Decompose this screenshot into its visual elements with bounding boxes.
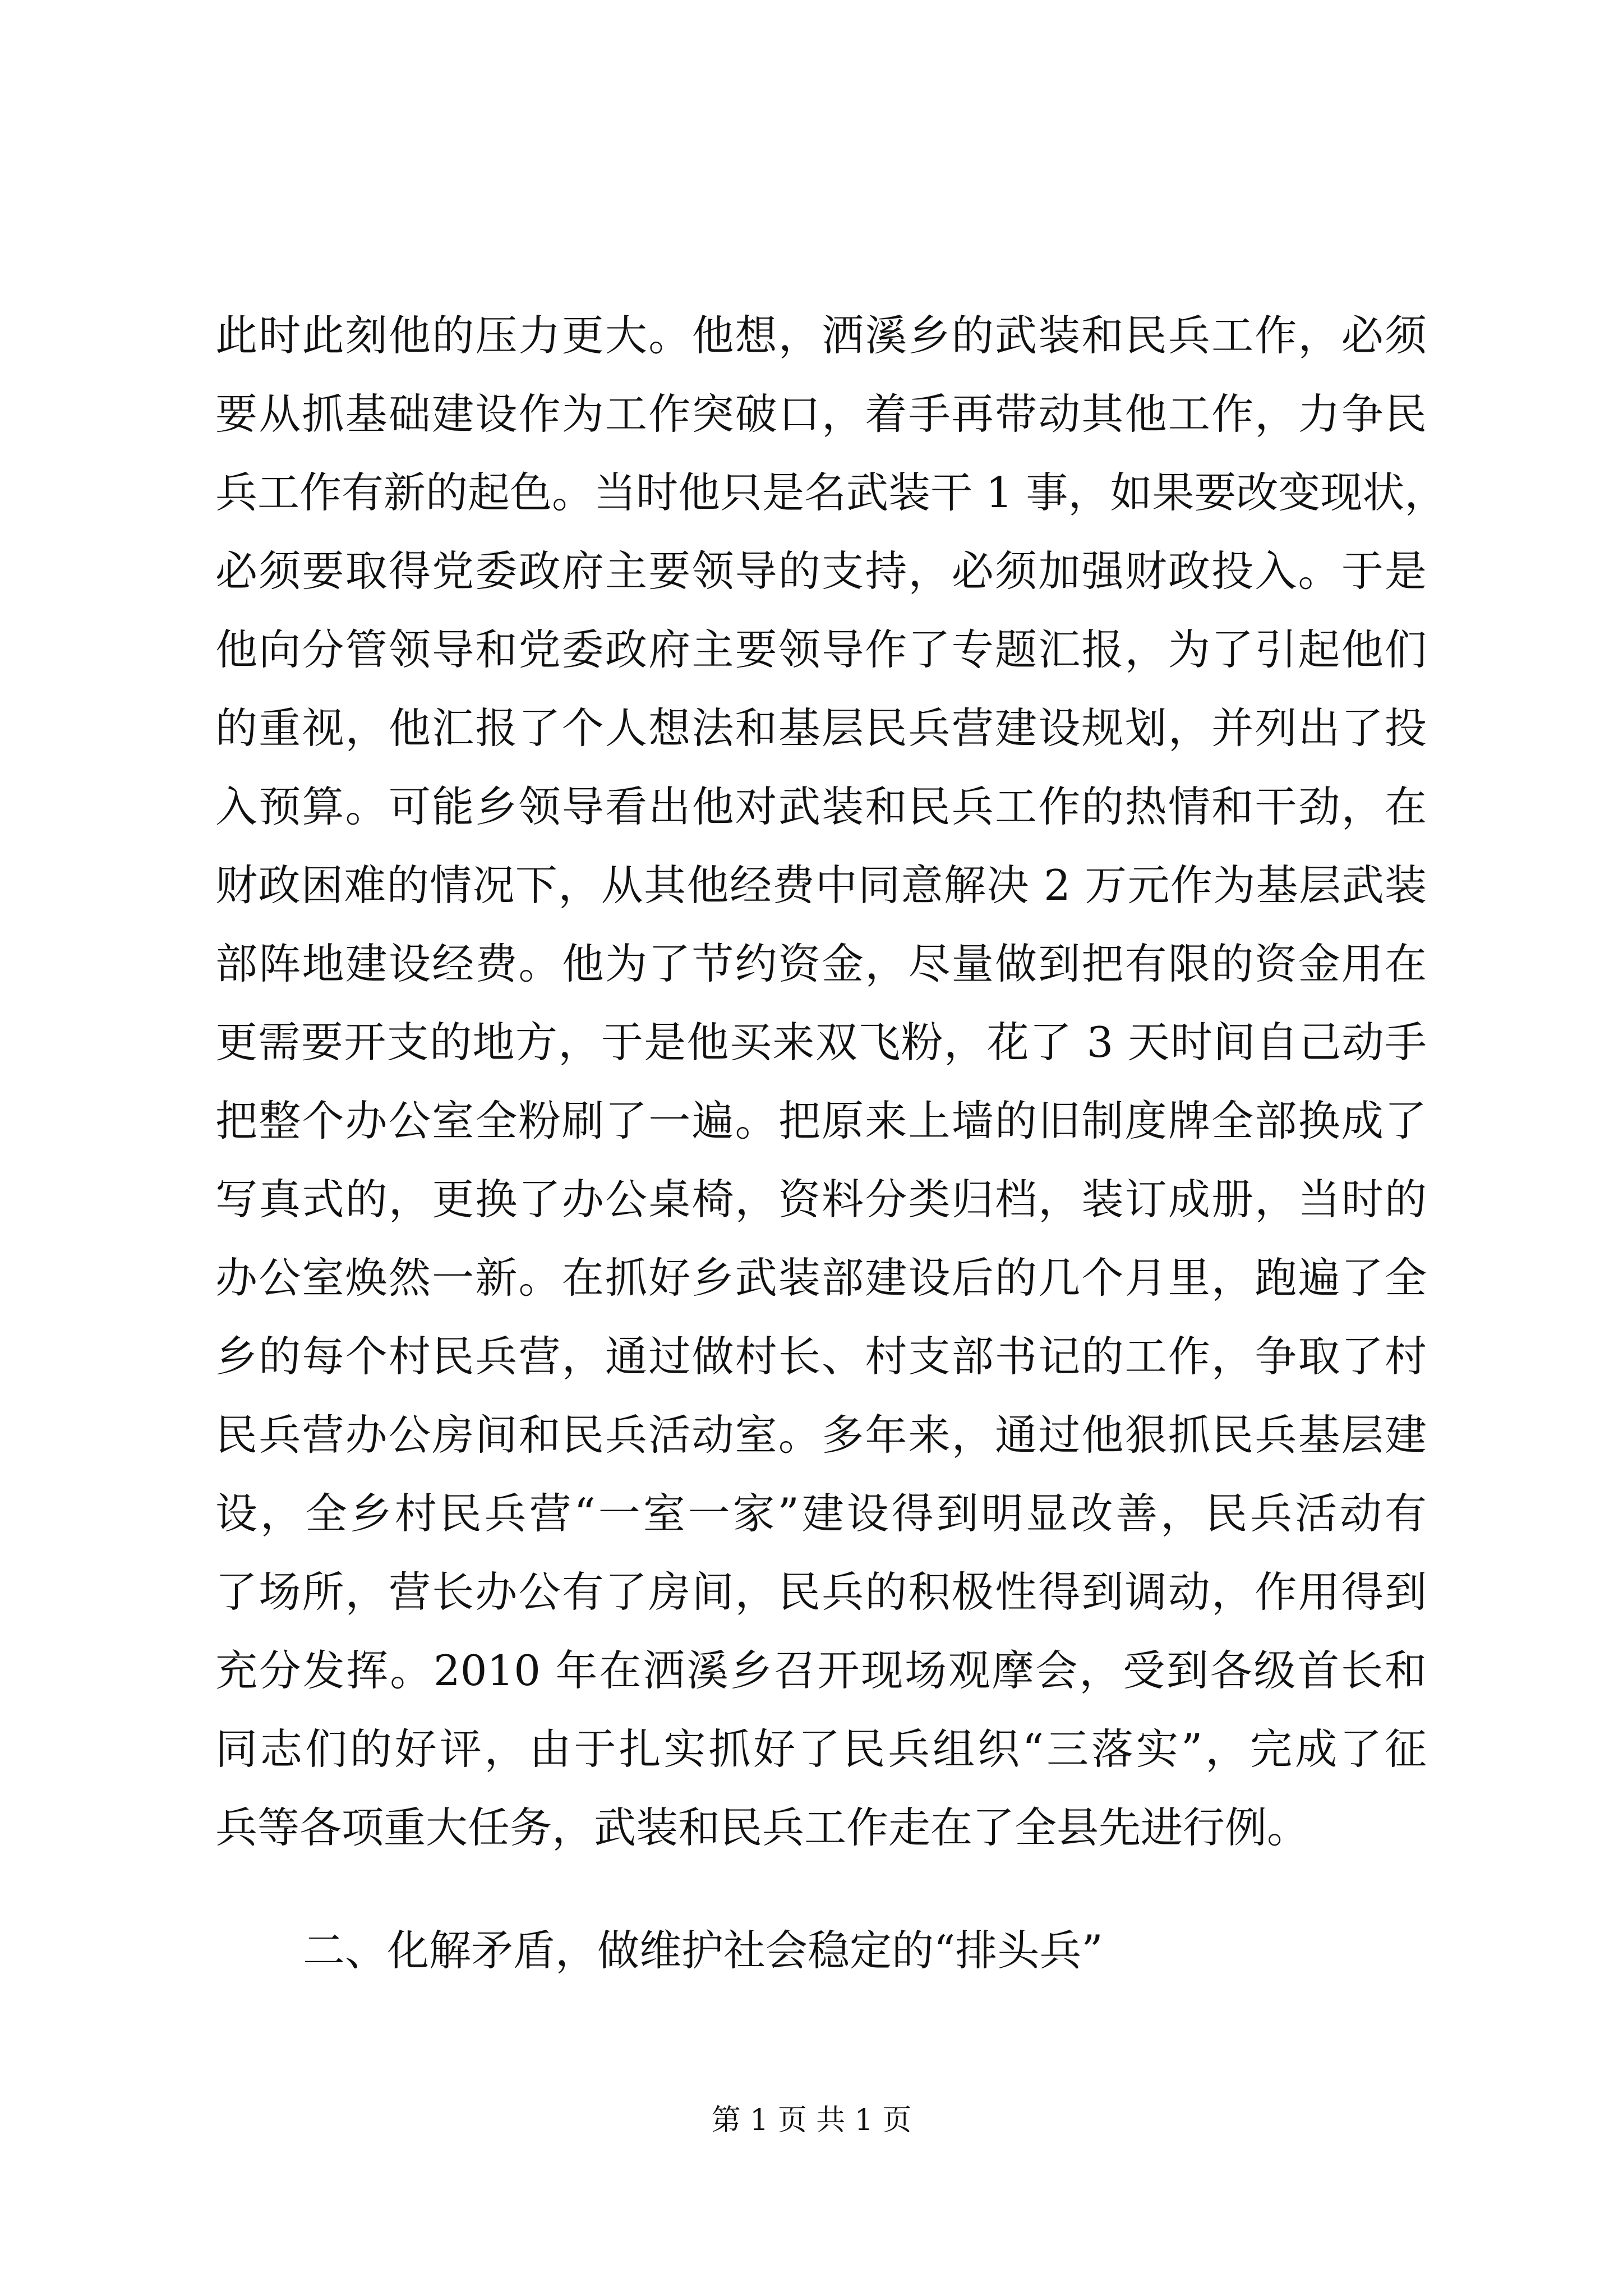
body-paragraph — [215, 296, 1447, 1867]
text-line: 要从抓基础建设作为工作突破口，着手再带动其他工作，力争民 — [215, 389, 1427, 439]
text-line: 乡的每个村民兵营，通过做村长、村支部书记的工作，争取了村 — [215, 1332, 1427, 1381]
page-footer: 第 1 页 共 1 页 — [711, 2104, 912, 2137]
text-line: 此时此刻他的压力更大。他想，洒溪乡的武装和民兵工作，必须 — [215, 311, 1427, 360]
text-line: 充分发挥。2010 年在洒溪乡召开现场观摩会，受到各级首长和 — [215, 1646, 1427, 1695]
text-line: 设，全乡村民兵营“一室一家”建设得到明显改善，民兵活动有 — [215, 1489, 1427, 1538]
text-line: 入预算。可能乡领导看出他对武装和民兵工作的热情和干劲，在 — [215, 782, 1427, 831]
text-line: 民兵营办公房间和民兵活动室。多年来，通过他狠抓民兵基层建 — [215, 1410, 1427, 1460]
text-line: 写真式的，更换了办公桌椅，资料分类归档，装订成册，当时的 — [215, 1175, 1427, 1224]
text-line: 兵工作有新的起色。当时他只是名武装干 1 事，如果要改变现状， — [215, 468, 1447, 517]
text-line: 更需要开支的地方，于是他买来双飞粉，花了 3 天时间自己动手 — [215, 1018, 1427, 1067]
text-line: 了场所，营长办公有了房间，民兵的积极性得到调动，作用得到 — [215, 1567, 1427, 1617]
text-line: 他向分管领导和党委政府主要领导作了专题汇报，为了引起他们 — [215, 625, 1427, 674]
text-line: 必须要取得党委政府主要领导的支持，必须加强财政投入。于是 — [215, 546, 1427, 596]
text-line: 把整个办公室全粉刷了一遍。把原来上墙的旧制度牌全部换成了 — [215, 1096, 1427, 1145]
text-line: 同志们的好评，由于扎实抓好了民兵组织“三落实”，完成了征 — [215, 1724, 1427, 1774]
text-line: 的重视，他汇报了个人想法和基层民兵营建设规划，并列出了投 — [215, 703, 1427, 753]
text-line: 财政困难的情况下，从其他经费中同意解决 2 万元作为基层武装 — [215, 861, 1427, 910]
text-line-last: 兵等各项重大任务，武装和民兵工作走在了全县先进行例。 — [215, 1803, 1310, 1852]
text-line: 部阵地建设经费。他为了节约资金，尽量做到把有限的资金用在 — [215, 939, 1427, 988]
text-line: 办公室焕然一新。在抓好乡武装部建设后的几个月里，跑遍了全 — [215, 1253, 1427, 1303]
section-heading: 二、化解矛盾，做维护社会稳定的“排头兵” — [303, 1926, 1103, 1975]
